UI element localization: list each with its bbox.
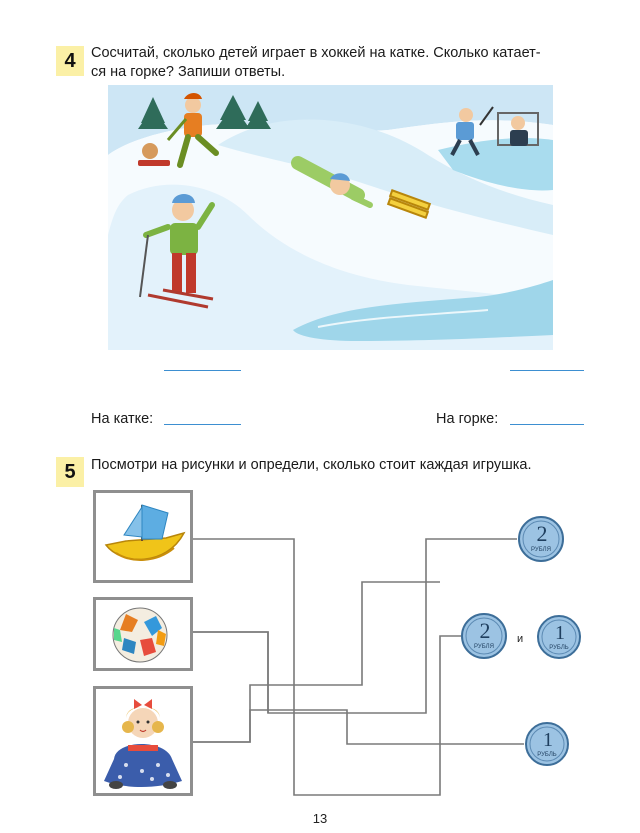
coin-value: 1 (543, 729, 553, 751)
doll-icon (96, 689, 190, 793)
coin-1-ruble-middle (536, 614, 582, 660)
hill-answer-label: На горке: (436, 411, 499, 427)
page-number: 13 (312, 811, 328, 826)
coin-value: 2 (536, 521, 548, 546)
ball-icon (96, 600, 190, 668)
coin-value: 1 (555, 622, 565, 644)
task-4-text-line1: Сосчитай, сколько детей играет в хоккей на катке. Сколько катает- (91, 45, 541, 61)
task-4-number: 4 (56, 46, 84, 76)
boat-icon (96, 493, 190, 580)
toy-frame-ball (93, 597, 193, 671)
task-5-number: 5 (56, 457, 84, 487)
coin-2-rubles-top (517, 515, 565, 563)
coin-1-ruble-bottom (524, 721, 570, 767)
task-5-text: Посмотри на рисунки и определи, сколько стоит каждая игрушка. (91, 457, 532, 473)
coin-label: РУБЛЯ (474, 644, 494, 650)
coin-2-rubles-middle (460, 612, 508, 660)
coin-label: РУБЛЯ (531, 547, 551, 553)
coin-label: РУБЛЬ (537, 752, 557, 758)
and-word: и (517, 633, 524, 645)
coin-value: 2 (479, 618, 491, 643)
toy-frame-doll (93, 686, 193, 796)
toy-frame-boat (93, 490, 193, 583)
rink-answer-label: На катке: (91, 411, 154, 427)
task-4-text-line2: ся на горке? Запиши ответы. (91, 64, 286, 80)
coin-label: РУБЛЬ (549, 645, 569, 651)
